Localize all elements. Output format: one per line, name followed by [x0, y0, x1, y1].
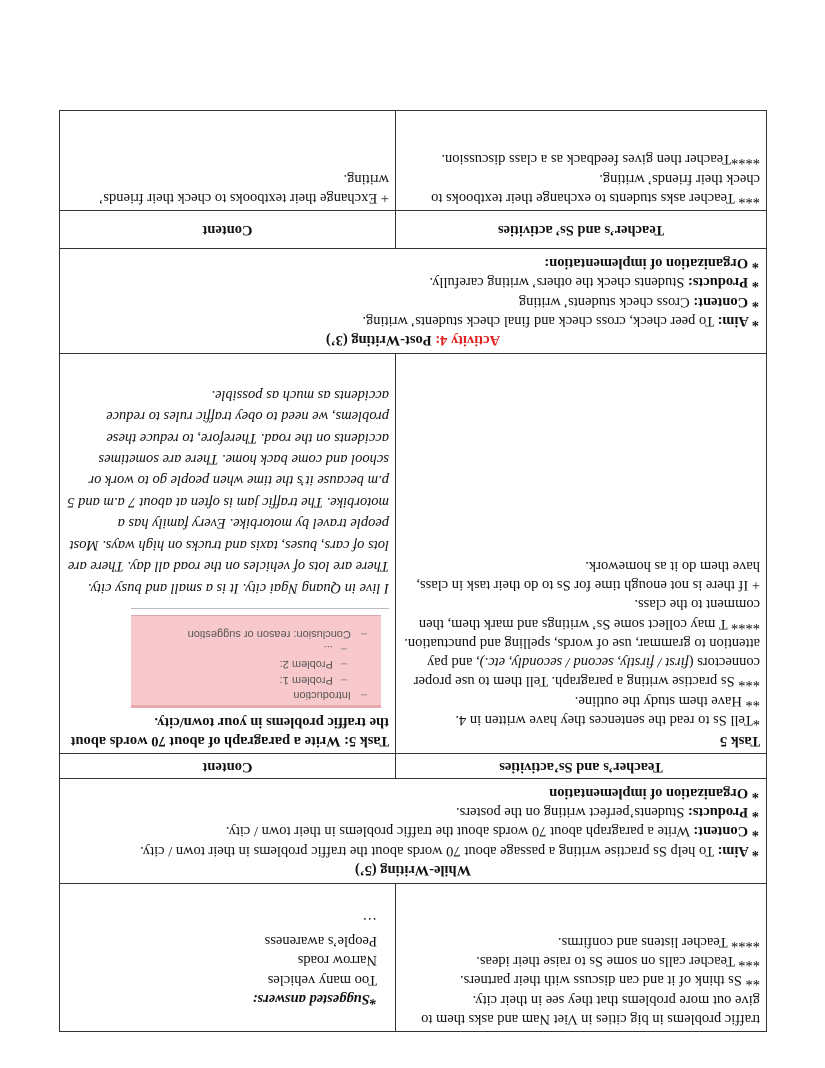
sample-paragraph: I live in Quang Ngai city. It is a small and busy city. There are lots of vehicles on the road all day. There are lots of cars, buses, taxis and trucks on high ways. Most people travel by motorbike. Every family has a motorbike. The traffic jam is often at about 7 a.m and 5 p.m because it’s the time when people go to work or school and come back home. There are sometimes accidents on the road. Therefore, to reduce these problems, we need to obey traffic rules to reduce accidents as much as possible.	[67, 386, 389, 596]
task5-step: *Tell Ss to read the sentences they have written in 4.	[455, 712, 760, 729]
activities-column-header: Teacher’s and Ss’activities	[396, 754, 767, 778]
task5-step: ** Have them study the outline.	[574, 692, 760, 709]
post-content-cell	[60, 110, 396, 210]
aim-text: To peer check, cross check and final check students’ writing.	[362, 313, 715, 330]
content-label: * Content:	[693, 293, 759, 310]
lesson-plan-table	[60, 110, 767, 1032]
task5-label: Task 5	[719, 733, 760, 750]
content-column-header: Content	[60, 210, 396, 248]
warmup-continuation-row	[60, 884, 767, 1032]
answer-item: Too many vehicles	[267, 971, 377, 988]
post-writing-title: Post-Writing (3’)	[325, 332, 432, 349]
suggested-answers-title: *Suggested answers:	[252, 991, 377, 1007]
content-label: * Content:	[693, 823, 759, 840]
outline-item: – Problem 1:	[131, 671, 367, 686]
organization-label: * Organization of implementation	[549, 784, 759, 801]
content-text: Cross check students’ writing	[518, 293, 690, 310]
while-writing-row	[60, 778, 767, 883]
answer-item: …	[362, 913, 377, 930]
divider	[131, 608, 389, 609]
organization-label: * Organization of implementation:	[544, 255, 759, 272]
post-step: *** Teacher asks students to exchange their textbooks to check their friends’ writing.	[431, 170, 760, 206]
warmup-line: **** Teacher listens and confirms.	[557, 933, 760, 950]
products-label: * Products:	[687, 804, 759, 821]
outline-item: – ...	[131, 641, 367, 656]
column-header-row	[60, 754, 767, 778]
while-writing-title: While-Writing (5’)	[354, 862, 472, 878]
post-writing-cell	[60, 248, 767, 353]
suggested-answers-cell	[60, 884, 396, 1032]
aim-label: * Aim:	[717, 842, 759, 859]
outline-item: – Problem 2:	[131, 656, 367, 671]
post-writing-steps-row	[60, 110, 767, 210]
task5-content-cell	[60, 354, 396, 754]
content-column-header: Content	[60, 754, 396, 778]
activities-column-header: Teacher’s and Ss’ activities	[396, 210, 767, 248]
task5-title: Task 5: Write a paragraph of about 70 words about the traffic problems in your town/city.	[70, 714, 389, 750]
post-step: ****Teacher then gives feedback as a class discussion.	[441, 151, 760, 168]
aim-text: To help Ss practise writing a passage about 70 words about the traffic problems in their town / city.	[140, 842, 715, 859]
post-writing-row	[60, 248, 767, 353]
warmup-line: ** Ss think of it and can discuss with their partners.	[459, 972, 760, 989]
warmup-line: traffic problems in big cities in Viet Nam and asks them to give out more problems that they see in their city.	[421, 991, 760, 1027]
products-text: Students’perfect writing on the posters.	[456, 804, 685, 821]
task5-step: + If there is not enough time for Ss to do their task in class, have them do it as homework.	[416, 557, 760, 594]
outline-item: – Conclusion: reason or suggestion	[131, 626, 367, 641]
outline-item: – Introduction	[131, 687, 367, 702]
aim-label: * Aim:	[717, 313, 759, 330]
task5-activities-cell	[396, 354, 767, 754]
content-text: Write a paragraph about 70 words about the traffic problems in their town / city.	[225, 823, 690, 840]
while-writing-cell	[60, 778, 767, 883]
warmup-line: *** Teacher calls on some Ss to raise their ideas.	[476, 953, 760, 970]
task5-step: **** T may collect some Ss’ writings and mark them, then comment to the class.	[418, 596, 760, 632]
answer-item: Narrow roads	[297, 952, 377, 969]
task5-step: *** Ss practise writing a paragraph. Tell them to use proper connectors (first / firstly, second / secondly, etc.), and pay attention to grammar, use of words, spelling and punctuation.	[404, 634, 760, 690]
activity-label: Activity 4:	[435, 332, 501, 349]
products-text: Students check the others’ writing carefully.	[429, 274, 685, 291]
outline-note-card	[131, 615, 381, 708]
column-header-row	[60, 210, 767, 248]
answer-item: People’s awareness	[264, 933, 377, 950]
post-activities-cell	[396, 110, 767, 210]
products-label: * Products:	[687, 274, 759, 291]
post-content-text: + Exchange their textbooks to check their friends’ writing.	[99, 170, 389, 206]
warmup-activities-cell	[396, 884, 767, 1032]
task5-row	[60, 354, 767, 754]
